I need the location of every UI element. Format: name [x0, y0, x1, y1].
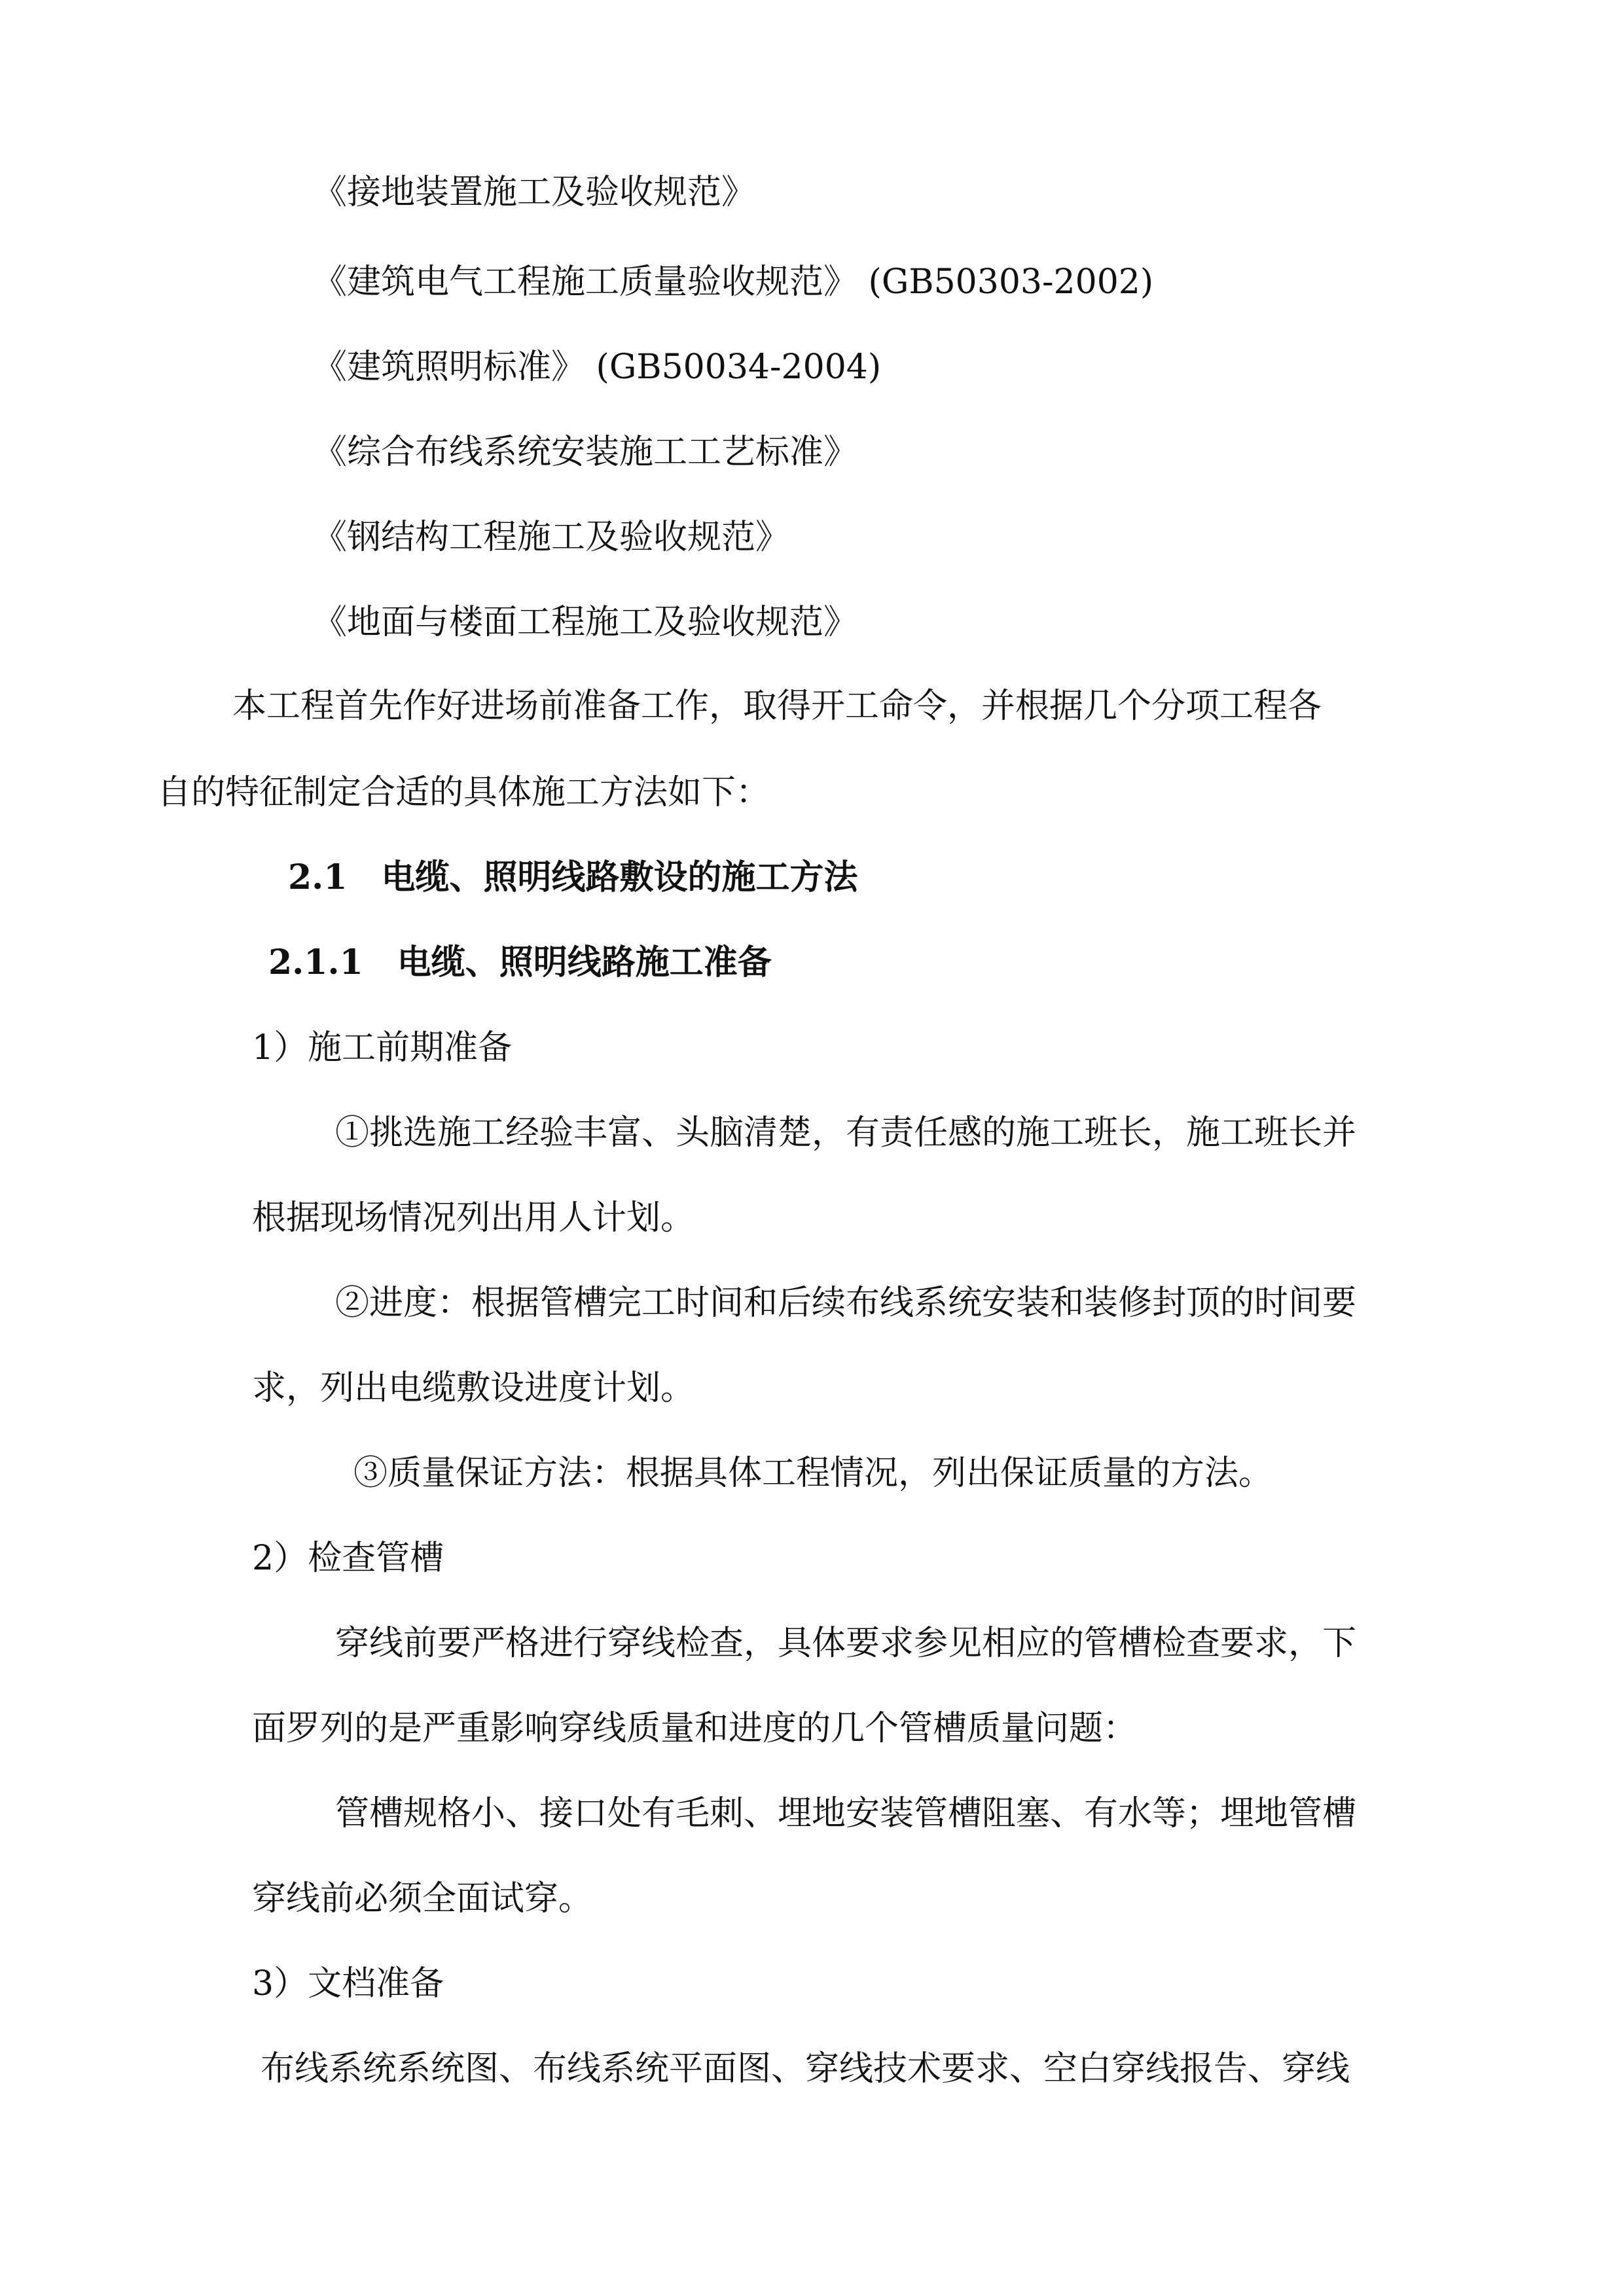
item-1-para-1-line-2: 根据现场情况列出用人计划。	[252, 1198, 695, 1238]
reference-4: 《综合布线系统安装施工工艺标准》	[313, 433, 858, 472]
item-1-para-2-line-2: 求，列出电缆敷设进度计划。	[252, 1369, 695, 1408]
reference-6: 《地面与楼面工程施工及验收规范》	[313, 603, 858, 642]
intro-line-2: 自的特征制定合适的具体施工方法如下：	[157, 773, 770, 812]
reference-5: 《钢结构工程施工及验收规范》	[313, 518, 790, 557]
reference-1: 《接地装置施工及验收规范》	[313, 173, 756, 212]
item-1-para-1-line-1: ①挑选施工经验丰富、头脑清楚，有责任感的施工班长，施工班长并	[335, 1113, 1357, 1153]
item-2-title: 2）检查管槽	[252, 1539, 444, 1578]
section-heading-2-1: 2.1 电缆、照明线路敷设的施工方法	[288, 857, 858, 897]
item-2-para-2-line-2: 穿线前必须全面试穿。	[252, 1879, 593, 1918]
reference-3: 《建筑照明标准》 (GB50034-2004)	[313, 348, 882, 387]
item-3-title: 3）文档准备	[252, 1964, 444, 2003]
item-2-para-2-line-1: 管槽规格小、接口处有毛刺、埋地安装管槽阻塞、有水等；埋地管槽	[335, 1794, 1357, 1833]
section-heading-2-1-1: 2.1.1 电缆、照明线路施工准备	[268, 942, 772, 982]
intro-line-1: 本工程首先作好进场前准备工作，取得开工命令，并根据几个分项工程各	[232, 687, 1322, 726]
item-1-para-2-line-1: ②进度：根据管槽完工时间和后续布线系统安装和装修封顶的时间要	[335, 1283, 1357, 1323]
item-2-para-1-line-2: 面罗列的是严重影响穿线质量和进度的几个管槽质量问题：	[252, 1709, 1138, 1748]
item-1-title: 1）施工前期准备	[252, 1028, 513, 1067]
item-1-para-3: ③质量保证方法：根据具体工程情况，列出保证质量的方法。	[353, 1454, 1273, 1493]
item-2-para-1-line-1: 穿线前要严格进行穿线检查，具体要求参见相应的管槽检查要求，下	[335, 1624, 1357, 1663]
item-3-para-1: 布线系统系统图、布线系统平面图、穿线技术要求、空白穿线报告、穿线	[261, 2049, 1350, 2089]
reference-2: 《建筑电气工程施工质量验收规范》 (GB50303-2002)	[313, 262, 1154, 302]
